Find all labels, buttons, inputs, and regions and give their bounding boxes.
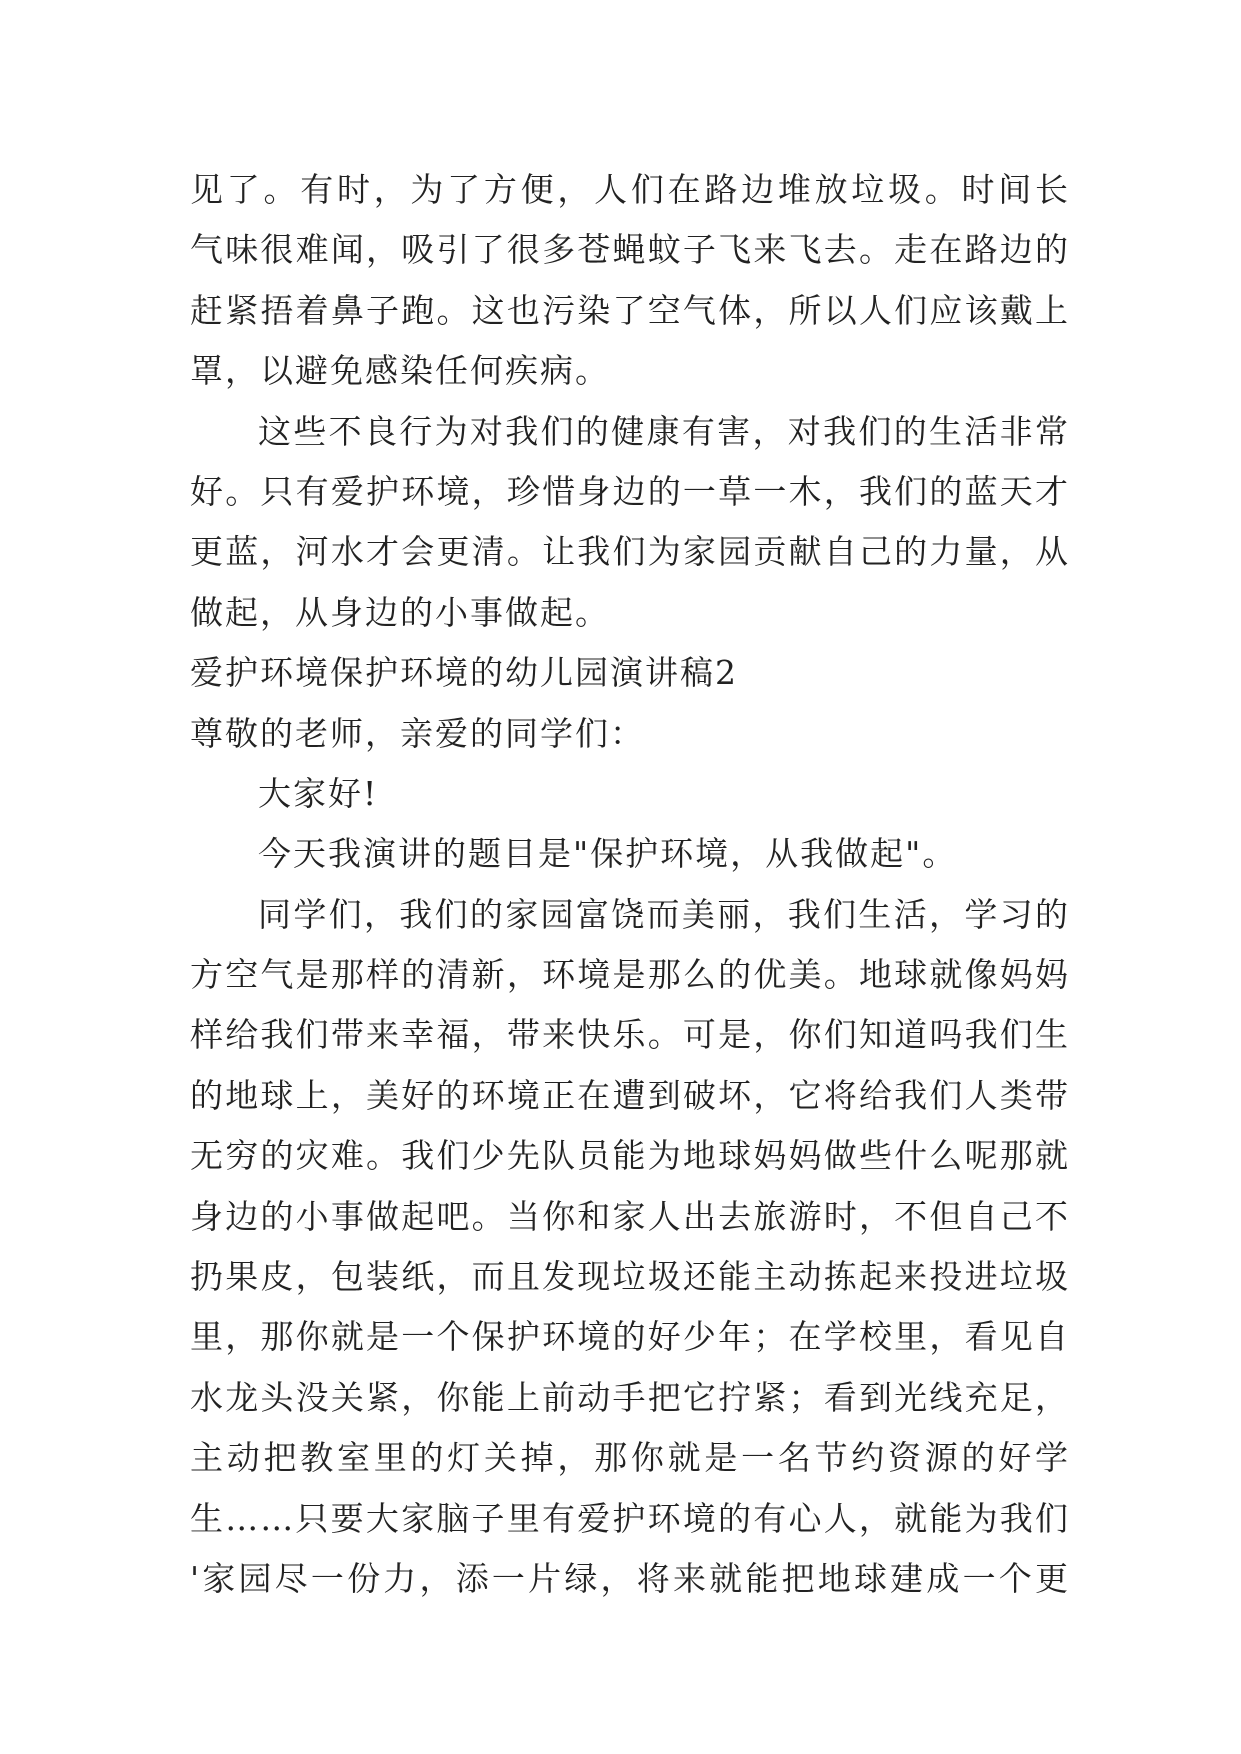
- document-body: [190, 160, 1070, 1609]
- text-line: 样给我们带来幸福，带来快乐。可是，你们知道吗我们生: [190, 1015, 1070, 1055]
- text-line: '家园尽一份力，添一片绿，将来就能把地球建成一个更: [190, 1558, 1070, 1598]
- greeting: 大家好!: [258, 773, 379, 813]
- paragraph-start-line: 这些不良行为对我们的健康有害，对我们的生活非常: [258, 411, 1070, 451]
- text-line: 罩，以避免感染任何疾病。: [190, 351, 610, 391]
- salutation: 尊敬的老师，亲爱的同学们：: [190, 713, 645, 753]
- text-line: 身边的小事做起吧。当你和家人出去旅游时，不但自己不: [190, 1196, 1070, 1236]
- text-line: 无穷的灾难。我们少先队员能为地球妈妈做些什么呢那就: [190, 1136, 1070, 1176]
- text-line: 生……只要大家脑子里有爱护环境的有心人，就能为我们: [190, 1498, 1070, 1538]
- text-line: 方空气是那样的清新，环境是那么的优美。地球就像妈妈: [190, 955, 1070, 995]
- speech-topic-line: 今天我演讲的题目是"保护环境，从我做起"。: [258, 834, 958, 874]
- text-line: 的地球上，美好的环境正在遭到破坏，它将给我们人类带: [190, 1075, 1070, 1115]
- text-line: 好。只有爱护环境，珍惜身边的一草一木，我们的蓝天才: [190, 471, 1070, 511]
- text-line: 扔果皮，包装纸，而且发现垃圾还能主动拣起来投进垃圾: [190, 1257, 1070, 1297]
- text-line: 赶紧捂着鼻子跑。这也污染了空气体，所以人们应该戴上: [190, 290, 1070, 330]
- text-line: 见了。有时，为了方便，人们在路边堆放垃圾。时间长: [190, 170, 1070, 209]
- section-title: 爱护环境保护环境的幼儿园演讲稿2: [190, 653, 738, 693]
- text-line: 更蓝，河水才会更清。让我们为家园贡献自己的力量，从: [190, 532, 1070, 572]
- text-line: 气味很难闻，吸引了很多苍蝇蚊子飞来飞去。走在路边的: [190, 230, 1070, 270]
- paragraph-start-line: 同学们，我们的家园富饶而美丽，我们生活，学习的: [258, 894, 1070, 934]
- text-line: 做起，从身边的小事做起。: [190, 592, 610, 632]
- text-line: 里，那你就是一个保护环境的好少年；在学校里，看见自: [190, 1317, 1070, 1357]
- text-line: 水龙头没关紧，你能上前动手把它拧紧；看到光线充足，: [190, 1377, 1070, 1417]
- text-line: 主动把教室里的灯关掉，那你就是一名节约资源的好学: [190, 1438, 1070, 1478]
